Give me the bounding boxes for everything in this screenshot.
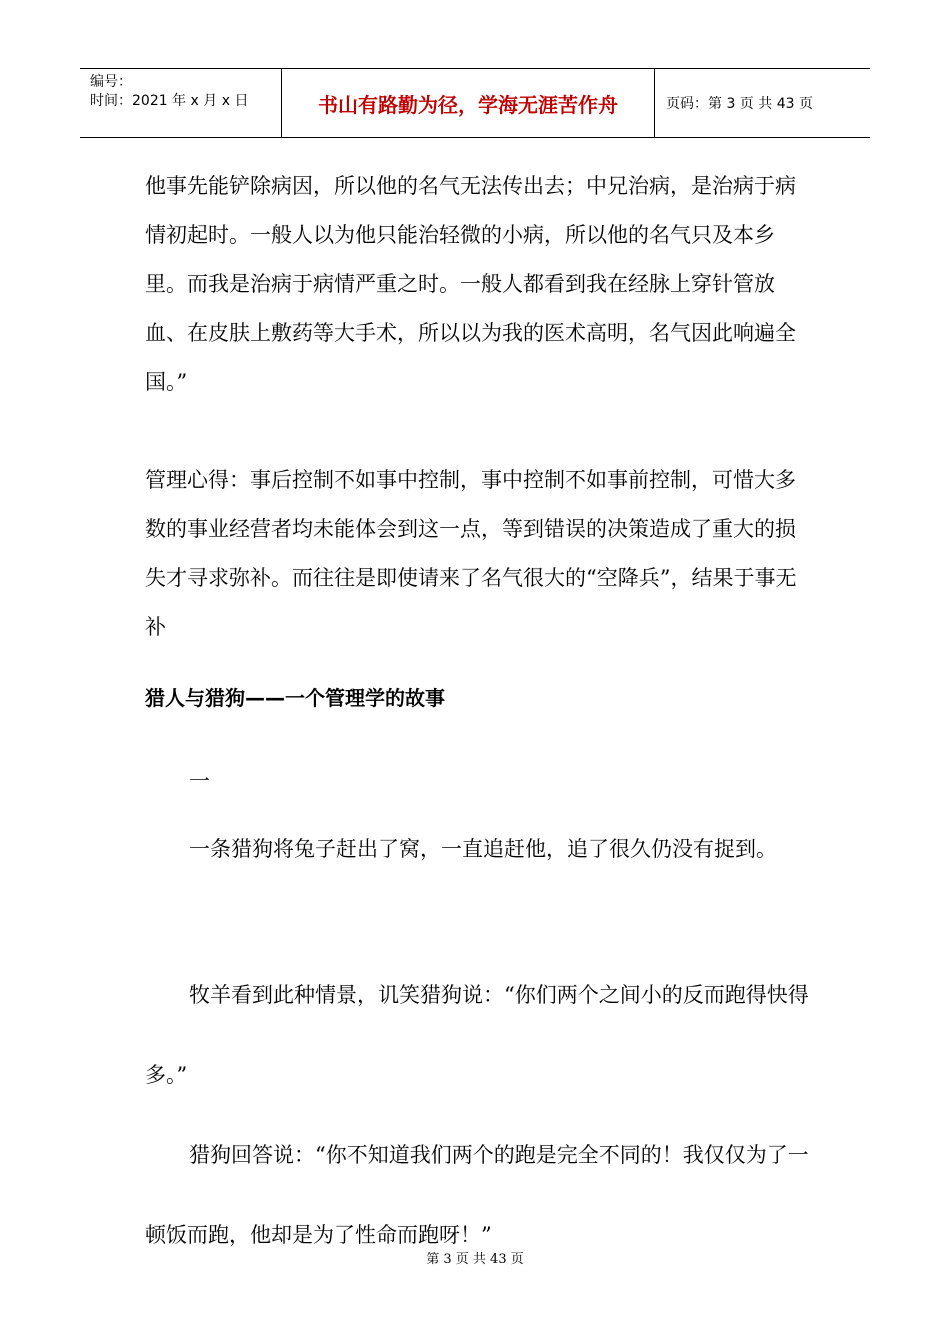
story-paragraph: 一条猎狗将兔子赶出了窝，一直追赶他，追了很久仍没有捉到。 — [189, 837, 777, 861]
header-page-info: 页码：第 3 页 共 43 页 — [666, 96, 813, 112]
header-divider — [654, 69, 655, 137]
page-footer: 第 3 页 共 43 页 — [426, 1252, 524, 1267]
spacer — [145, 407, 815, 456]
body-paragraph: 他事先能铲除病因，所以他的名气无法传出去；中兄治病，是治病于病情初起时。一般人以为他只能治轻微的小病，所以他的名气只及本乡里。而我是治病于病情严重之时。一般人都看到我在经脉上穿针管放血、在皮肤上敷药等大手术，所以以为我的医术高明，名气因此响遍全国。” — [145, 174, 796, 394]
page-header — [80, 68, 870, 138]
spacer — [145, 652, 815, 674]
section-title: 猎人与猎狗——一个管理学的故事 — [145, 686, 445, 710]
header-meta — [90, 73, 248, 111]
story-paragraph: 猎狗回答说：“你不知道我们两个的跑是完全不同的！我仅仅为了一顿饭而跑，他却是为了性命而跑呀！” — [145, 1143, 809, 1247]
header-number-label: 编号： — [90, 74, 132, 90]
story-paragraph: 牧羊看到此种情景，讥笑猎狗说：“你们两个之间小的反而跑得快得多。” — [145, 983, 809, 1087]
spacer — [145, 806, 815, 825]
header-date: 时间：2021 年 x 月 x 日 — [90, 93, 249, 109]
spacer — [145, 874, 815, 955]
section-number: 一 — [189, 769, 210, 793]
spacer — [145, 723, 815, 757]
body-paragraph: 管理心得：事后控制不如事中控制，事中控制不如事前控制，可惜大多数的事业经营者均未能体会到这一点，等到错误的决策造成了重大的损失才寻求弥补。而往往是即使请来了名气很大的“空降兵”，结果于事无补 — [145, 468, 797, 639]
header-motto: 书山有路勤为径，学海无涯苦作舟 — [318, 92, 618, 117]
document-body — [145, 162, 815, 1275]
